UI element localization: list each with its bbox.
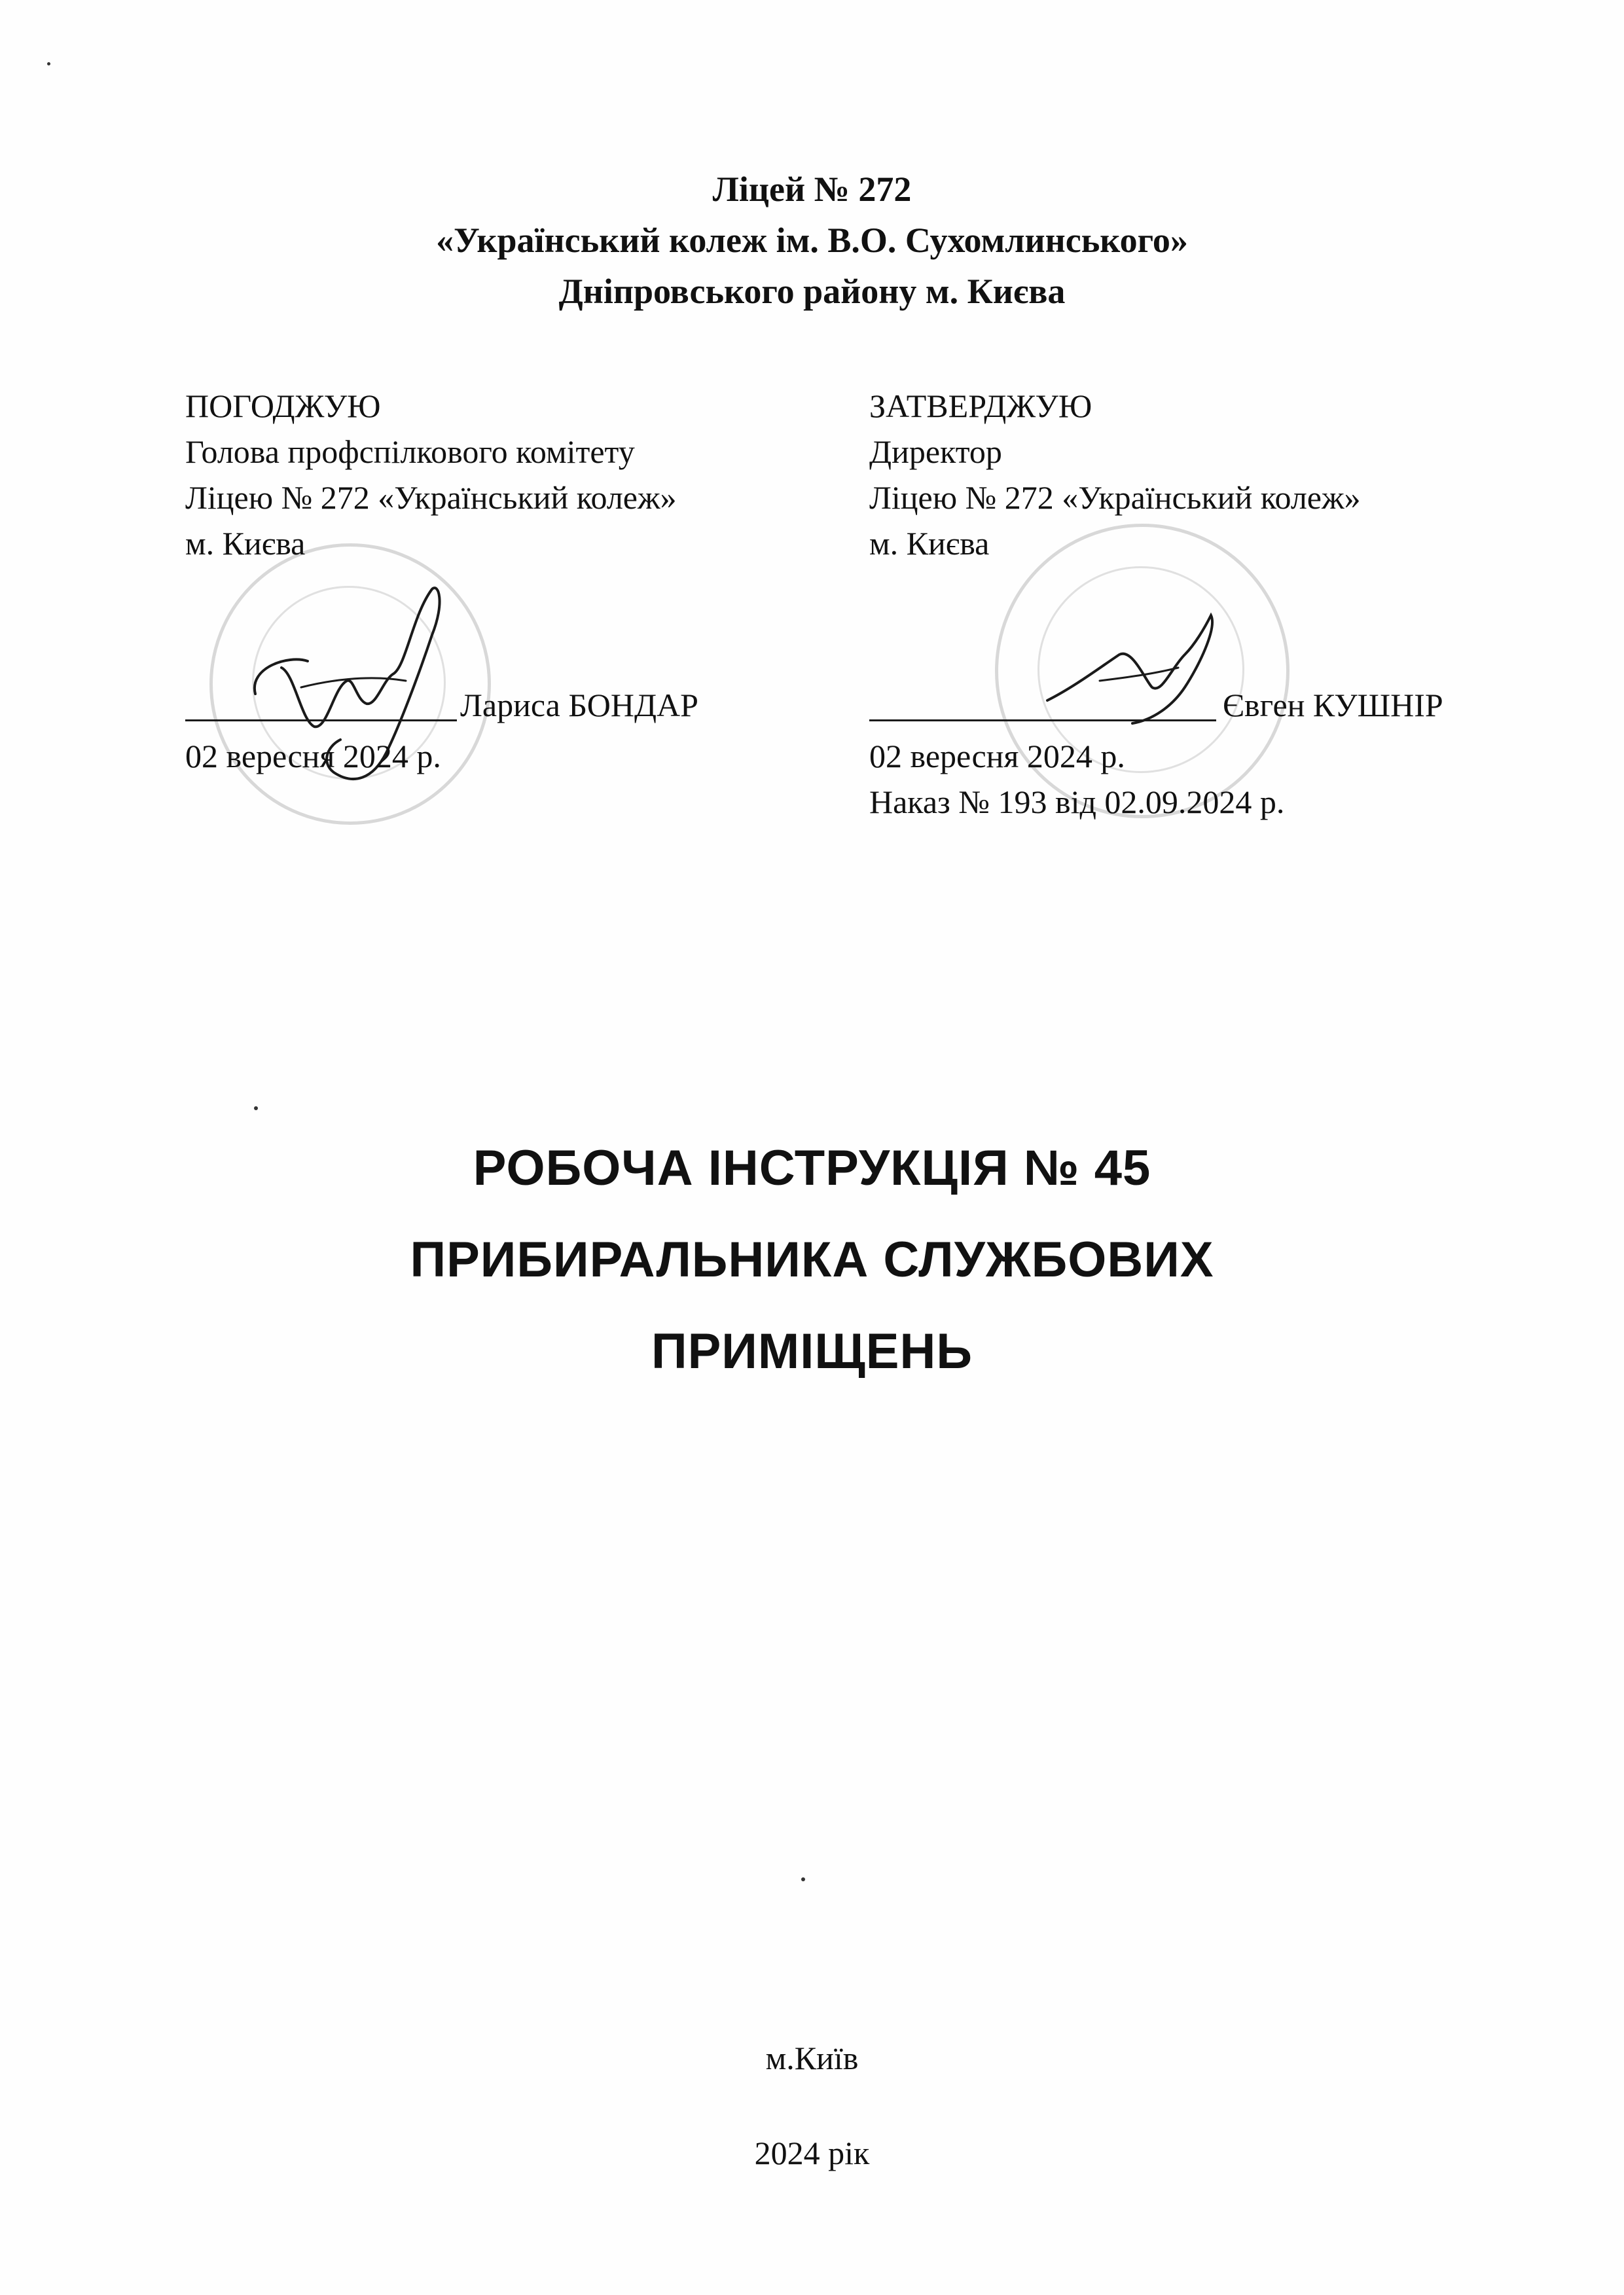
header-line-3: Дніпровського району м. Києва [558, 272, 1066, 311]
footer-city: м.Київ [765, 2040, 859, 2076]
institution-header [0, 164, 1624, 317]
header-line-2: «Український колеж ім. В.О. Сухомлинського» [436, 221, 1188, 260]
document-title [0, 1123, 1624, 1398]
approval-right-position: Директор [869, 433, 1002, 470]
title-line-1: РОБОЧА ІНСТРУКЦІЯ № 45 [473, 1140, 1151, 1196]
approval-right-order: Наказ № 193 від 02.09.2024 р. [869, 784, 1285, 820]
title-line-2: ПРИБИРАЛЬНИКА СЛУЖБОВИХ [410, 1232, 1214, 1288]
header-line-1: Ліцей № 272 [712, 170, 912, 209]
approval-left-city: м. Києва [185, 525, 306, 562]
approval-left-position: Голова профспілкового комітету [185, 433, 635, 470]
approval-right-signature-row [869, 674, 1443, 733]
title-line-3: ПРИМІЩЕНЬ [651, 1324, 973, 1379]
approval-right-org: Ліцею № 272 «Український колеж» [869, 479, 1361, 516]
approval-left-name: Лариса БОНДАР [460, 687, 698, 723]
approval-left-date: 02 вересня 2024 р. [185, 738, 441, 774]
scan-speck [801, 1877, 805, 1881]
approval-right-heading: ЗАТВЕРДЖУЮ [869, 388, 1092, 424]
approval-right-signature-line [869, 719, 1216, 721]
approval-right-date: 02 вересня 2024 р. [869, 738, 1125, 774]
footer-year: 2024 рік [754, 2135, 870, 2171]
approval-left-block [185, 383, 698, 779]
scan-speck [254, 1106, 258, 1110]
approval-left-org: Ліцею № 272 «Український колеж» [185, 479, 677, 516]
approval-left-heading: ПОГОДЖУЮ [185, 388, 381, 424]
approval-left-signature-row [185, 674, 698, 733]
approval-right-name: Євген КУШНІР [1223, 687, 1443, 723]
approval-left-signature-line [185, 719, 457, 721]
approval-right-block [869, 383, 1443, 825]
approval-right-city: м. Києва [869, 525, 990, 562]
scan-speck [47, 62, 50, 65]
